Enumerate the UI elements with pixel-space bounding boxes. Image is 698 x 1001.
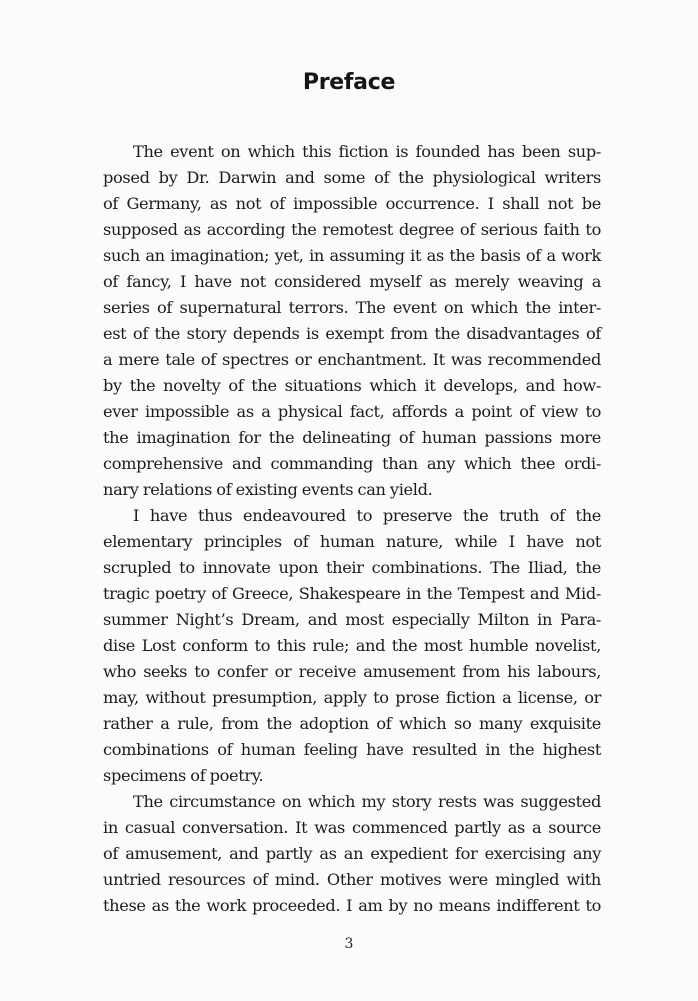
text-line: supposed as according the remotest degree of serious faith to <box>103 220 601 239</box>
text-line: specimens of poetry. <box>103 766 264 785</box>
text-line: series of supernatural terrors. The event on which the inter- <box>103 298 601 317</box>
text-line: nary relations of existing events can yield. <box>103 480 433 499</box>
text-line: untried resources of mind. Other motives were mingled with <box>103 870 601 889</box>
text-line: The circumstance on which my story rests was suggested <box>133 792 601 811</box>
text-line: of amusement, and partly as an expedient for exercising any <box>103 844 601 863</box>
text-line: dise Lost conform to this rule; and the most humble novelist, <box>103 636 601 655</box>
text-line: these as the work proceeded. I am by no means indifferent to <box>103 896 601 915</box>
text-line: elementary principles of human nature, while I have not <box>103 532 601 551</box>
text-line: by the novelty of the situations which it develops, and how- <box>103 376 601 395</box>
text-line: in casual conversation. It was commenced partly as a source <box>103 818 601 837</box>
text-line: summer Night’s Dream, and most especially Milton in Para- <box>103 610 601 629</box>
text-line: combinations of human feeling have resulted in the highest <box>103 740 601 759</box>
text-line: I have thus endeavoured to preserve the truth of the <box>133 506 601 525</box>
paragraph-2 <box>103 503 601 789</box>
text-line: who seeks to confer or receive amusement from his labours, <box>103 662 601 681</box>
page-body <box>103 139 601 919</box>
paragraph-1 <box>103 139 601 503</box>
text-line: a mere tale of spectres or enchantment. It was recommended <box>103 350 601 369</box>
text-line: comprehensive and commanding than any which thee ordi- <box>103 454 601 473</box>
text-line: may, without presumption, apply to prose fiction a license, or <box>103 688 601 707</box>
text-line: of fancy, I have not considered myself as merely weaving a <box>103 272 601 291</box>
text-line: the imagination for the delineating of human passions more <box>103 428 601 447</box>
text-line: tragic poetry of Greece, Shakespeare in the Tempest and Mid- <box>103 584 601 603</box>
text-line: The event on which this fiction is founded has been sup- <box>133 142 601 161</box>
text-line: ever impossible as a physical fact, affords a point of view to <box>103 402 601 421</box>
text-line: rather a rule, from the adoption of which so many exquisite <box>103 714 601 733</box>
text-line: such an imagination; yet, in assuming it as the basis of a work <box>103 246 601 265</box>
page-number: 3 <box>344 936 354 952</box>
text-line: posed by Dr. Darwin and some of the physiological writers <box>103 168 601 187</box>
paragraph-3 <box>103 789 601 919</box>
page-title: Preface <box>302 70 396 95</box>
text-line: scrupled to innovate upon their combinations. The Iliad, the <box>103 558 601 577</box>
text-line: est of the story depends is exempt from the disadvantages of <box>103 324 601 343</box>
text-line: of Germany, as not of impossible occurrence. I shall not be <box>103 194 601 213</box>
